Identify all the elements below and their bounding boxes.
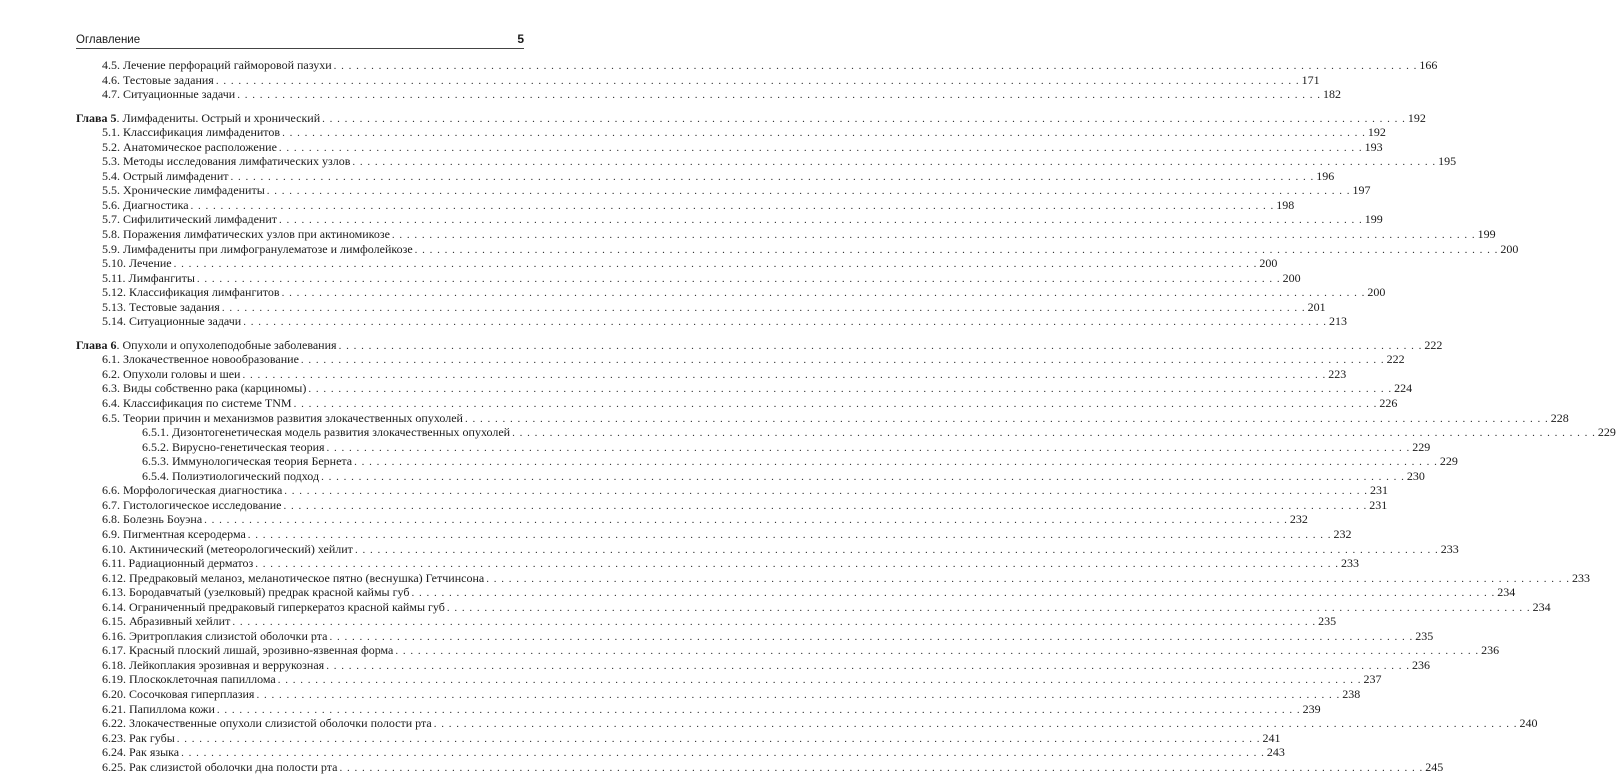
- entry-title: [102, 672, 276, 687]
- entry-page-number: 229: [1597, 425, 1616, 440]
- dot-leader: [329, 630, 1413, 645]
- dot-leader: [326, 659, 1410, 674]
- entry-text: 6.1. Злокачественное новообразование: [102, 352, 299, 367]
- entry-title: [102, 745, 179, 760]
- dot-leader: [282, 286, 1366, 301]
- entry-title: [142, 469, 319, 484]
- section-gap: [76, 329, 524, 338]
- entry-title: [102, 367, 240, 382]
- entry-title: [102, 58, 332, 73]
- toc-chapter-entry: [76, 337, 1443, 353]
- entry-page-number: 226: [1379, 396, 1398, 411]
- toc-entry: [76, 439, 1431, 455]
- entry-title: [102, 242, 413, 257]
- entry-page-number: 192: [1407, 110, 1426, 125]
- dot-leader: [512, 426, 1596, 441]
- entry-title: [102, 381, 306, 396]
- toc-entry: [76, 366, 1347, 382]
- entry-page-number: 241: [1262, 730, 1281, 745]
- entry-title: [102, 87, 235, 102]
- toc-entry: [76, 657, 1430, 673]
- entry-page-number: 237: [1363, 672, 1382, 687]
- dot-leader: [284, 484, 1368, 499]
- entry-page-number: 192: [1367, 125, 1386, 140]
- toc-entry: [76, 299, 1326, 315]
- dot-leader: [334, 59, 1418, 74]
- entry-title: [102, 498, 282, 513]
- entry-title: [102, 227, 390, 242]
- entry-text: 5.12. Классификация лимфангитов: [102, 285, 280, 300]
- toc-entry: [76, 125, 1386, 140]
- entry-text: 5.5. Хронические лимфадениты: [102, 183, 265, 198]
- entry-text: 4.6. Тестовые задания: [102, 72, 214, 87]
- dot-leader: [255, 557, 1339, 572]
- toc-entry: [76, 701, 1321, 717]
- entry-page-number: 234: [1497, 585, 1516, 600]
- toc-entry: [76, 526, 1352, 542]
- entry-title: [102, 542, 353, 557]
- entry-page-number: 238: [1342, 686, 1361, 701]
- toc-entry: [76, 168, 1335, 184]
- header-page-number: 5: [517, 32, 524, 46]
- entry-title: [76, 111, 320, 126]
- entry-text: 5.11. Лимфангиты: [102, 270, 195, 285]
- dot-leader: [177, 732, 1261, 747]
- entry-text: 5.7. Сифилитический лимфаденит: [102, 212, 277, 227]
- dot-leader: [354, 455, 1438, 470]
- entry-page-number: 229: [1412, 439, 1431, 454]
- entry-page-number: 199: [1364, 212, 1383, 227]
- toc-chapter-entry: [76, 110, 1426, 126]
- entry-text: 6.25. Рак слизистой оболочки дна полости рта: [102, 759, 338, 774]
- entry-page-number: 231: [1370, 483, 1389, 498]
- dot-leader: [282, 126, 1366, 141]
- entry-title: [102, 198, 189, 213]
- toc-entry: [76, 745, 1285, 760]
- entry-text: 4.7. Ситуационные задачи: [102, 87, 236, 102]
- dot-leader: [267, 184, 1351, 199]
- entry-title: [102, 300, 220, 315]
- entry-text: . Опухоли и опухолеподобные заболевания: [116, 337, 337, 352]
- entry-text: 6.20. Сосочковая гиперплазия: [102, 686, 255, 701]
- entry-text: 6.8. Болезнь Боуэна: [102, 512, 203, 527]
- entry-title: [102, 169, 229, 184]
- toc-entry: [76, 585, 1516, 600]
- dot-leader: [191, 199, 1275, 214]
- toc-entry: [76, 468, 1425, 484]
- entry-text: 5.13. Тестовые задания: [102, 299, 220, 314]
- header-rule: [76, 48, 524, 49]
- entry-page-number: 193: [1364, 139, 1383, 154]
- entry-page-number: 200: [1259, 256, 1278, 271]
- entry-text: 6.9. Пигментная ксеродерма: [102, 526, 246, 541]
- entry-title: [102, 285, 280, 300]
- entry-title: [102, 314, 241, 329]
- dot-leader: [278, 673, 1362, 688]
- dot-leader: [321, 470, 1405, 485]
- toc-entry: [76, 58, 1438, 73]
- entry-title: [142, 440, 325, 455]
- entry-page-number: 166: [1419, 58, 1438, 72]
- entry-text: 5.14. Ситуационные задачи: [102, 314, 242, 329]
- entry-text: 6.3. Виды собственно рака (карциномы): [102, 381, 307, 396]
- dot-leader: [395, 644, 1479, 659]
- entry-text: 6.24. Рак языка: [102, 745, 180, 760]
- entry-text: 6.19. Плоскоклеточная папиллома: [102, 672, 276, 687]
- entry-page-number: 224: [1394, 381, 1413, 396]
- entry-title: [102, 731, 175, 746]
- entry-text: 6.7. Гистологическое исследование: [102, 497, 282, 512]
- entry-title: [102, 658, 324, 673]
- toc-entry: [76, 570, 1590, 586]
- dot-leader: [248, 528, 1332, 543]
- dot-leader: [301, 353, 1385, 368]
- entry-title: [102, 73, 214, 88]
- toc-entry: [76, 541, 1459, 557]
- dot-leader: [256, 688, 1340, 703]
- entry-title: [102, 512, 202, 527]
- toc-entry: [76, 314, 1347, 329]
- entry-text: 6.14. Ограниченный предраковый гиперкератоз красной каймы губ: [102, 599, 445, 614]
- toc-entry: [76, 672, 1382, 687]
- entry-page-number: 240: [1519, 716, 1538, 731]
- entry-text: 5.1. Классификация лимфаденитов: [102, 125, 281, 140]
- entry-title: [102, 716, 432, 731]
- entry-title: [142, 454, 352, 469]
- toc-entry: [76, 730, 1281, 746]
- dot-leader: [352, 155, 1436, 170]
- entry-page-number: 235: [1415, 628, 1434, 643]
- entry-page-number: 234: [1532, 599, 1551, 614]
- toc-entry: [76, 87, 1341, 102]
- toc-entry: [76, 599, 1551, 615]
- entry-page-number: 213: [1328, 314, 1347, 329]
- entry-page-number: 195: [1438, 154, 1457, 169]
- entry-page-number: 199: [1477, 227, 1496, 242]
- dot-leader: [327, 441, 1411, 456]
- running-header: [76, 28, 524, 46]
- toc-entry: [76, 614, 1337, 629]
- entry-text: 6.12. Предраковый меланоз, меланотическое пятно (веснушка) Гетчинсона: [102, 570, 485, 585]
- entry-text: 5.3. Методы исследования лимфатических узлов: [102, 154, 351, 169]
- entry-title: [102, 256, 172, 271]
- dot-leader: [308, 382, 1392, 397]
- entry-text: 6.17. Красный плоский лишай, эрозивно-язвенная форма: [102, 643, 394, 658]
- toc-entry: [76, 556, 1359, 571]
- dot-leader: [217, 703, 1301, 718]
- header-title: Оглавление: [76, 34, 141, 46]
- dot-leader: [355, 543, 1439, 558]
- toc-entry: [76, 72, 1320, 88]
- toc-entry: [76, 716, 1538, 731]
- entry-page-number: 239: [1302, 701, 1321, 716]
- entry-page-number: 232: [1289, 512, 1308, 527]
- dot-leader: [237, 88, 1321, 103]
- dot-leader: [465, 412, 1549, 427]
- entry-title: [102, 600, 445, 615]
- toc-entry: [76, 241, 1519, 257]
- entry-title: [102, 585, 409, 600]
- entry-page-number: 222: [1386, 352, 1405, 367]
- entry-page-number: 196: [1316, 168, 1335, 183]
- toc-entry: [76, 212, 1383, 227]
- entry-text: . Лимфадениты. Острый и хронический: [116, 110, 321, 125]
- entry-text: 6.5.1. Дизонтогенетическая модель развития злокачественных опухолей: [142, 425, 511, 440]
- entry-title: [102, 614, 230, 629]
- section-gap: [76, 102, 524, 111]
- dot-leader: [204, 513, 1288, 528]
- chapter-label: Глава 5: [76, 110, 117, 125]
- table-of-contents: [76, 58, 1616, 774]
- toc-entry: [76, 410, 1569, 426]
- entry-title: [102, 125, 280, 140]
- toc-entry: [76, 227, 1496, 242]
- toc-entry: [76, 381, 1413, 396]
- entry-page-number: 236: [1481, 643, 1500, 658]
- entry-title: [102, 396, 292, 411]
- entry-title: [102, 629, 327, 644]
- entry-text: 6.18. Лейкоплакия эрозивная и веррукозная: [102, 657, 325, 672]
- toc-entry: [76, 396, 1398, 411]
- toc-entry: [76, 270, 1301, 286]
- entry-text: 6.5. Теории причин и механизмов развития злокачественных опухолей: [102, 410, 463, 425]
- dot-leader: [411, 586, 1495, 601]
- toc-entry: [76, 352, 1405, 367]
- entry-text: 6.11. Радиационный дерматоз: [102, 556, 254, 571]
- toc-entry: [76, 686, 1361, 702]
- entry-page-number: 232: [1333, 526, 1352, 541]
- dot-leader: [486, 572, 1570, 587]
- entry-text: 6.23. Рак губы: [102, 730, 175, 745]
- dot-leader: [279, 213, 1363, 228]
- entry-page-number: 230: [1406, 468, 1425, 483]
- entry-page-number: 243: [1266, 745, 1285, 760]
- toc-entry: [76, 759, 1444, 775]
- dot-leader: [243, 315, 1327, 330]
- entry-title: [142, 425, 510, 440]
- entry-page-number: 198: [1276, 197, 1295, 212]
- dot-leader: [174, 257, 1258, 272]
- entry-text: 6.5.3. Иммунологическая теория Бернета: [142, 454, 353, 469]
- dot-leader: [294, 397, 1378, 412]
- entry-page-number: 231: [1369, 497, 1388, 512]
- entry-title: [102, 212, 277, 227]
- entry-title: [102, 760, 337, 775]
- dot-leader: [339, 339, 1423, 354]
- dot-leader: [197, 272, 1281, 287]
- toc-entry: [76, 154, 1457, 169]
- entry-page-number: 200: [1367, 285, 1386, 300]
- entry-text: 6.13. Бородавчатый (узелковый) предрак красной каймы губ: [102, 585, 410, 600]
- entry-text: 6.5.2. Вирусно-генетическая теория: [142, 439, 325, 454]
- entry-page-number: 223: [1328, 366, 1347, 381]
- toc-entry: [76, 425, 1616, 440]
- toc-entry: [76, 628, 1434, 644]
- dot-leader: [222, 301, 1306, 316]
- dot-leader: [242, 368, 1326, 383]
- entry-page-number: 235: [1318, 614, 1337, 629]
- entry-page-number: 236: [1411, 657, 1430, 672]
- entry-text: 6.4. Классификация по системе TNM: [102, 396, 292, 411]
- entry-text: 5.2. Анатомическое расположение: [102, 139, 277, 154]
- entry-page-number: 222: [1424, 337, 1443, 352]
- entry-page-number: 200: [1500, 241, 1519, 256]
- dot-leader: [232, 615, 1316, 630]
- toc-entry: [76, 197, 1295, 213]
- entry-text: 6.6. Морфологическая диагностика: [102, 483, 283, 498]
- dot-leader: [434, 717, 1518, 732]
- entry-title: [102, 411, 463, 426]
- entry-title: [102, 527, 246, 542]
- entry-page-number: 200: [1282, 270, 1301, 285]
- toc-entry: [76, 183, 1371, 198]
- dot-leader: [231, 170, 1315, 185]
- entry-title: [102, 271, 195, 286]
- entry-text: 6.16. Эритроплакия слизистой оболочки рта: [102, 628, 328, 643]
- dot-leader: [216, 74, 1300, 89]
- dot-leader: [415, 243, 1499, 258]
- entry-page-number: 201: [1307, 299, 1326, 314]
- dot-leader: [339, 761, 1423, 775]
- toc-entry: [76, 643, 1500, 658]
- entry-text: 6.10. Актинический (метеорологический) хейлит: [102, 541, 353, 556]
- dot-leader: [279, 141, 1363, 156]
- toc-entry: [76, 454, 1458, 469]
- entry-title: [102, 687, 254, 702]
- entry-title: [102, 556, 253, 571]
- entry-page-number: 229: [1439, 454, 1458, 469]
- toc-entry: [76, 285, 1386, 300]
- entry-page-number: 233: [1340, 556, 1359, 571]
- entry-text: 6.15. Абразивный хейлит: [102, 614, 231, 629]
- toc-entry: [76, 256, 1278, 271]
- entry-text: 4.5. Лечение перфораций гайморовой пазухи: [102, 58, 332, 72]
- entry-text: 5.6. Диагностика: [102, 197, 189, 212]
- entry-text: 5.10. Лечение: [102, 256, 172, 271]
- entry-page-number: 233: [1440, 541, 1459, 556]
- entry-title: [102, 352, 299, 367]
- entry-text: 5.4. Острый лимфаденит: [102, 168, 229, 183]
- entry-page-number: 182: [1322, 87, 1341, 102]
- entry-title: [102, 702, 215, 717]
- entry-text: 6.21. Папиллома кожи: [102, 701, 215, 716]
- entry-title: [102, 183, 265, 198]
- dot-leader: [447, 601, 1531, 616]
- entry-page-number: 233: [1571, 570, 1590, 585]
- dot-leader: [284, 499, 1368, 514]
- entry-text: 5.8. Поражения лимфатических узлов при актиномикозе: [102, 227, 390, 242]
- dot-leader: [322, 112, 1406, 127]
- entry-title: [102, 154, 350, 169]
- toc-entry: [76, 483, 1389, 498]
- entry-page-number: 197: [1352, 183, 1371, 198]
- entry-page-number: 171: [1301, 72, 1320, 87]
- entry-title: [102, 483, 282, 498]
- toc-entry: [76, 497, 1388, 513]
- entry-text: 6.2. Опухоли головы и шеи: [102, 366, 241, 381]
- toc-entry: [76, 512, 1308, 527]
- dot-leader: [392, 228, 1476, 243]
- entry-title: [102, 140, 277, 155]
- toc-entry: [76, 139, 1383, 155]
- entry-text: 6.5.4. Полиэтиологический подход: [142, 468, 320, 483]
- chapter-label: Глава 6: [76, 337, 117, 352]
- entry-title: [102, 643, 393, 658]
- entry-page-number: 228: [1550, 410, 1569, 425]
- entry-page-number: 245: [1425, 759, 1444, 774]
- dot-leader: [181, 746, 1265, 761]
- entry-text: 6.22. Злокачественные опухоли слизистой оболочки полости рта: [102, 716, 432, 731]
- entry-text: 5.9. Лимфадениты при лимфогранулематозе и лимфолейкозе: [102, 241, 413, 256]
- entry-title: [102, 571, 484, 586]
- entry-title: [76, 338, 337, 353]
